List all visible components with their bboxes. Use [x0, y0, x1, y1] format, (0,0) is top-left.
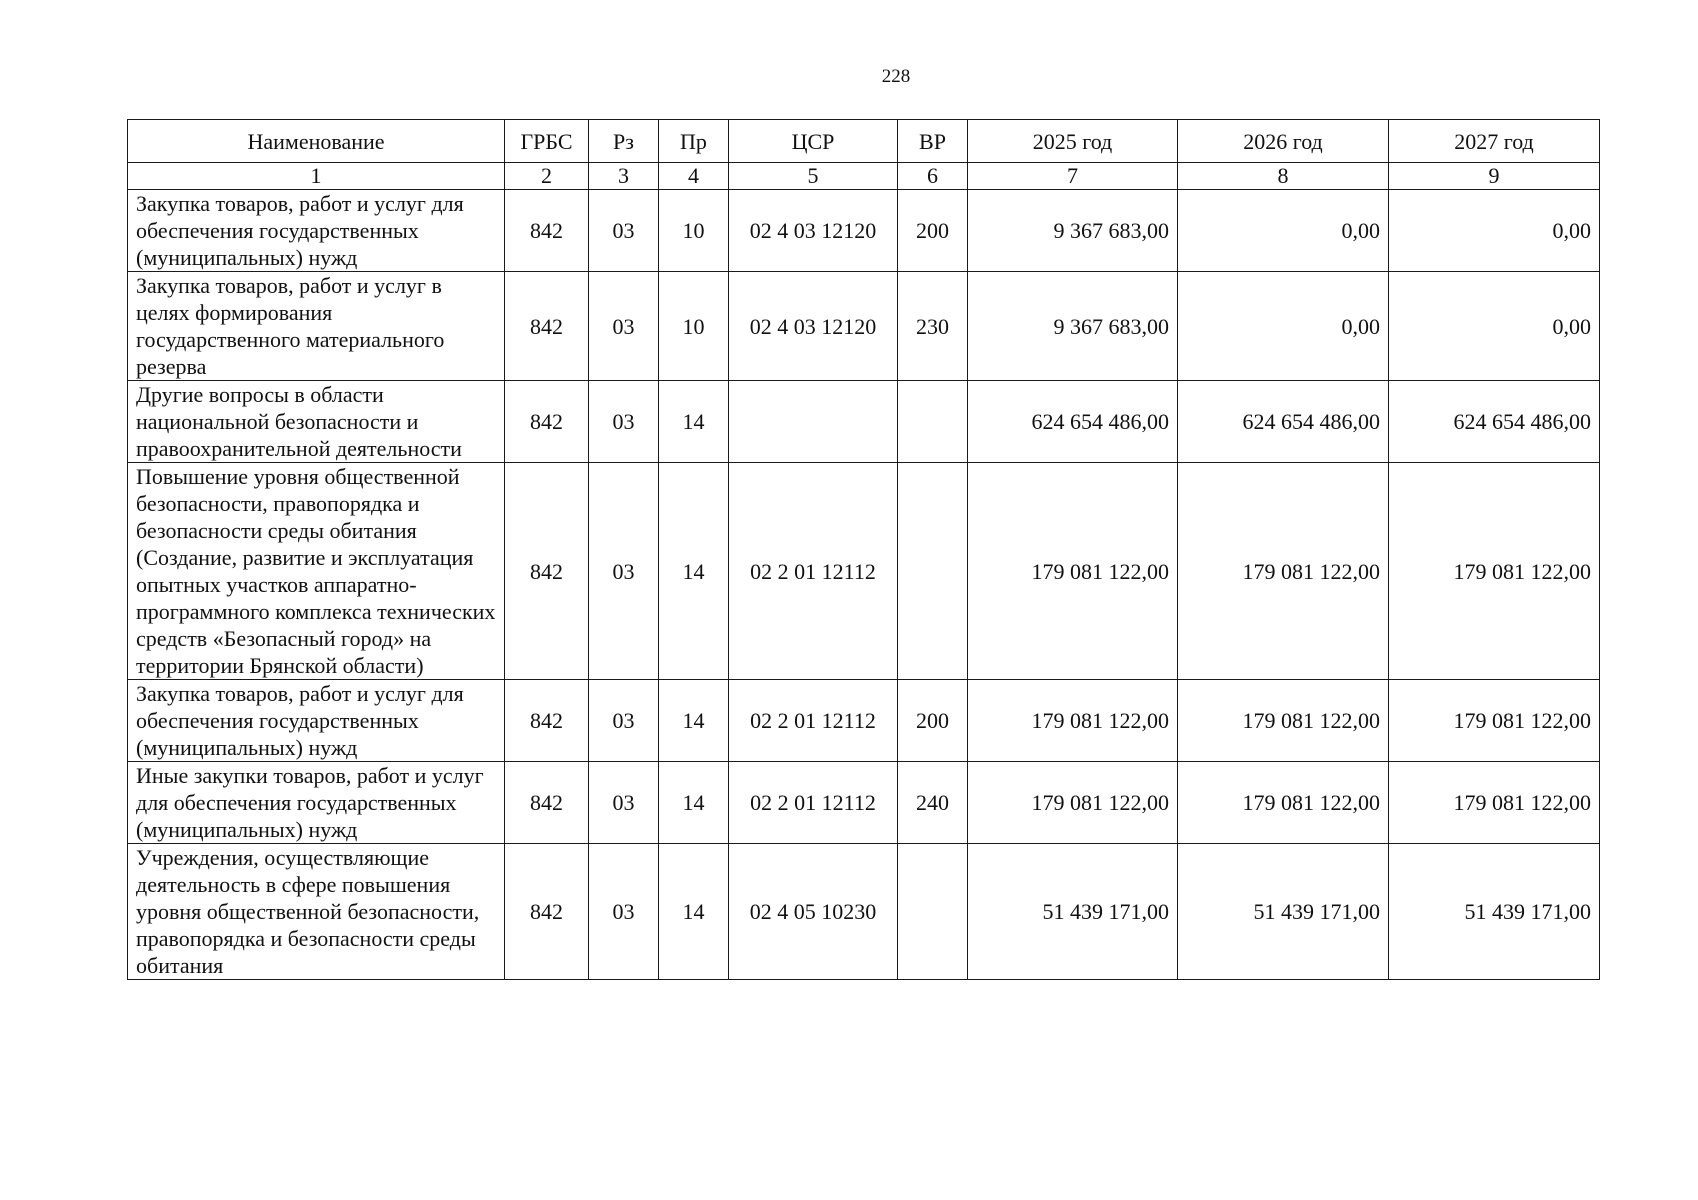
- column-number: 8: [1178, 163, 1389, 190]
- row-amount-2026: 179 081 122,00: [1178, 762, 1389, 844]
- table-row: [128, 381, 1600, 463]
- row-amount-2025: 179 081 122,00: [968, 463, 1178, 680]
- row-pr: 14: [659, 844, 729, 980]
- column-header-2027: 2027 год: [1389, 120, 1600, 163]
- column-number: 1: [128, 163, 505, 190]
- table-row: [128, 463, 1600, 680]
- row-pr: 10: [659, 272, 729, 381]
- row-vr: 230: [898, 272, 968, 381]
- row-amount-2027: 179 081 122,00: [1389, 680, 1600, 762]
- row-rz: 03: [589, 190, 659, 272]
- column-number: 2: [505, 163, 589, 190]
- row-name: Учреждения, осуществляющие деятельность в сфере повышения уровня общественной безопасности, правопорядка и безопасности среды обитания: [128, 844, 505, 980]
- row-pr: 14: [659, 463, 729, 680]
- table-row: [128, 680, 1600, 762]
- row-amount-2026: 624 654 486,00: [1178, 381, 1389, 463]
- row-amount-2025: 179 081 122,00: [968, 680, 1178, 762]
- row-rz: 03: [589, 680, 659, 762]
- row-amount-2025: 9 367 683,00: [968, 190, 1178, 272]
- row-csr: 02 2 01 12112: [729, 463, 898, 680]
- column-header-csr: ЦСР: [729, 120, 898, 163]
- table-row: [128, 844, 1600, 980]
- row-pr: 14: [659, 762, 729, 844]
- row-vr: 240: [898, 762, 968, 844]
- column-header-pr: Пр: [659, 120, 729, 163]
- row-amount-2025: 9 367 683,00: [968, 272, 1178, 381]
- table-row: [128, 762, 1600, 844]
- row-grbs: 842: [505, 463, 589, 680]
- column-number: 3: [589, 163, 659, 190]
- row-amount-2027: 624 654 486,00: [1389, 381, 1600, 463]
- table-row: [128, 190, 1600, 272]
- row-csr: 02 4 05 10230: [729, 844, 898, 980]
- row-csr: 02 4 03 12120: [729, 272, 898, 381]
- column-header-grbs: ГРБС: [505, 120, 589, 163]
- row-vr: [898, 381, 968, 463]
- row-amount-2026: 0,00: [1178, 272, 1389, 381]
- row-amount-2025: 51 439 171,00: [968, 844, 1178, 980]
- row-pr: 14: [659, 680, 729, 762]
- page-number: 228: [881, 66, 911, 87]
- column-header-name: Наименование: [128, 120, 505, 163]
- column-header-2025: 2025 год: [968, 120, 1178, 163]
- row-rz: 03: [589, 381, 659, 463]
- row-amount-2025: 624 654 486,00: [968, 381, 1178, 463]
- budget-table: [127, 119, 1600, 980]
- row-csr: 02 4 03 12120: [729, 190, 898, 272]
- row-grbs: 842: [505, 381, 589, 463]
- row-name: Другие вопросы в области национальной безопасности и правоохранительной деятельности: [128, 381, 505, 463]
- row-name: Закупка товаров, работ и услуг для обеспечения государственных (муниципальных) нужд: [128, 190, 505, 272]
- row-vr: 200: [898, 190, 968, 272]
- column-number-row: [128, 163, 1600, 190]
- table-row: [128, 272, 1600, 381]
- row-csr: 02 2 01 12112: [729, 762, 898, 844]
- row-name: Закупка товаров, работ и услуг в целях формирования государственного материального резерва: [128, 272, 505, 381]
- row-amount-2025: 179 081 122,00: [968, 762, 1178, 844]
- row-grbs: 842: [505, 272, 589, 381]
- row-amount-2027: 0,00: [1389, 190, 1600, 272]
- row-rz: 03: [589, 463, 659, 680]
- row-grbs: 842: [505, 680, 589, 762]
- row-grbs: 842: [505, 844, 589, 980]
- row-amount-2027: 179 081 122,00: [1389, 762, 1600, 844]
- column-number: 7: [968, 163, 1178, 190]
- row-name: Закупка товаров, работ и услуг для обеспечения государственных (муниципальных) нужд: [128, 680, 505, 762]
- row-amount-2027: 0,00: [1389, 272, 1600, 381]
- column-number: 5: [729, 163, 898, 190]
- row-amount-2027: 51 439 171,00: [1389, 844, 1600, 980]
- row-amount-2026: 179 081 122,00: [1178, 680, 1389, 762]
- row-csr: 02 2 01 12112: [729, 680, 898, 762]
- column-header-vr: ВР: [898, 120, 968, 163]
- row-rz: 03: [589, 762, 659, 844]
- column-header-rz: Рз: [589, 120, 659, 163]
- column-number: 9: [1389, 163, 1600, 190]
- row-vr: [898, 463, 968, 680]
- table-header-row: [128, 120, 1600, 163]
- column-number: 6: [898, 163, 968, 190]
- row-grbs: 842: [505, 762, 589, 844]
- row-amount-2026: 179 081 122,00: [1178, 463, 1389, 680]
- row-csr: [729, 381, 898, 463]
- row-rz: 03: [589, 844, 659, 980]
- row-pr: 14: [659, 381, 729, 463]
- row-amount-2026: 51 439 171,00: [1178, 844, 1389, 980]
- row-amount-2027: 179 081 122,00: [1389, 463, 1600, 680]
- row-vr: [898, 844, 968, 980]
- column-number: 4: [659, 163, 729, 190]
- row-grbs: 842: [505, 190, 589, 272]
- row-pr: 10: [659, 190, 729, 272]
- row-amount-2026: 0,00: [1178, 190, 1389, 272]
- row-rz: 03: [589, 272, 659, 381]
- row-vr: 200: [898, 680, 968, 762]
- row-name: Иные закупки товаров, работ и услуг для обеспечения государственных (муниципальных) нужд: [128, 762, 505, 844]
- column-header-2026: 2026 год: [1178, 120, 1389, 163]
- row-name: Повышение уровня общественной безопасности, правопорядка и безопасности среды обитания (Создание, развитие и эксплуатация опытных участков аппаратно-программного комплекса технических средств «Безопасный город» на территории Брянской области): [128, 463, 505, 680]
